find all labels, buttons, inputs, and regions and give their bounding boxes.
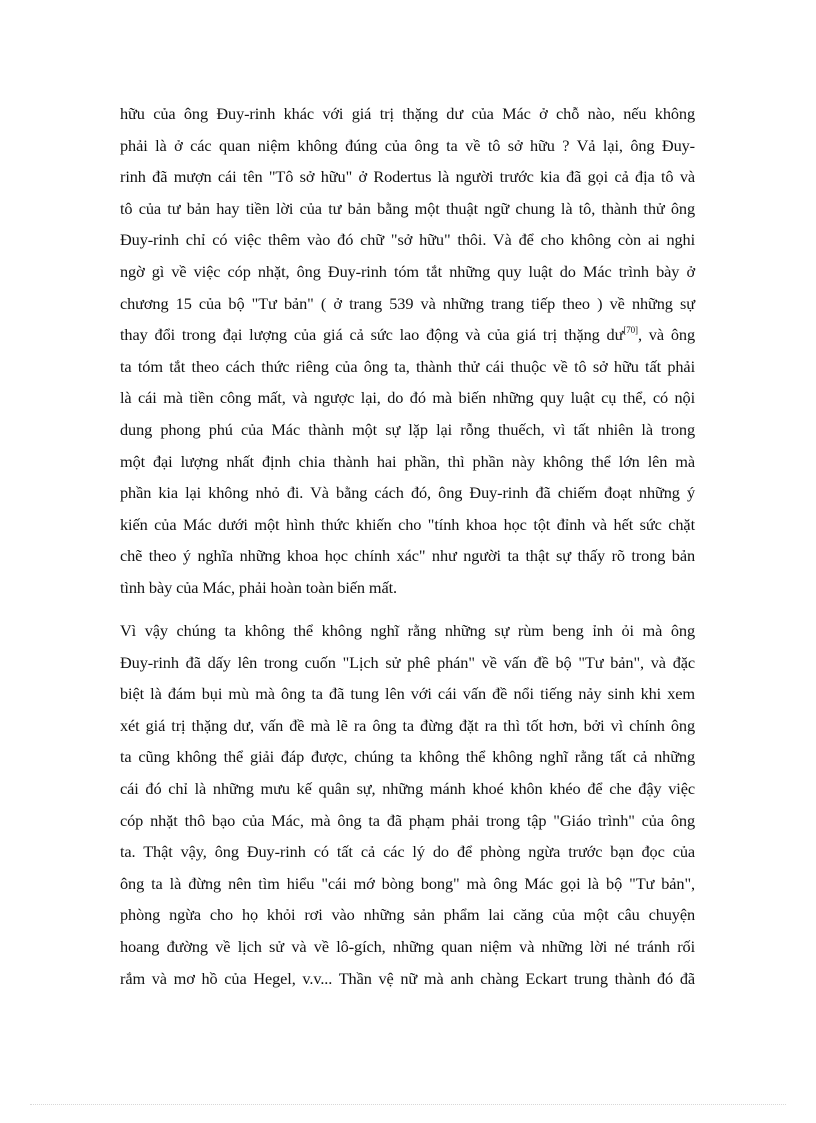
text-line: cóp nhặt thô bạo của Mác, mà ông ta đã phạm phải trong tập "Giáo trình" của ông	[120, 810, 695, 830]
text-line: phải là ở các quan niệm không đúng của ông ta về tô sở hữu ? Vả lại, ông Đuy-	[120, 135, 695, 155]
text-line: ta. Thật vậy, ông Đuy-rinh có tất cả các lý do để phòng ngừa trước bạn đọc của	[120, 842, 695, 862]
text-line: cái đó chỉ là những mưu kế quân sự, những mánh khoé khôn khéo để che đậy việc	[120, 778, 695, 798]
text-line: xét giá trị thặng dư, vấn đề mà lẽ ra ông ta đừng đặt ra thì tốt hơn, bởi vì chính ông	[120, 715, 695, 735]
text-line: ta tóm tắt theo cách thức riêng của ông ta, thành thử cái thuộc về tô sở hữu tất phải	[120, 356, 695, 376]
text-line: phòng ngừa cho họ khỏi rơi vào những sản phẩm lai căng của một câu chuyện	[120, 905, 695, 925]
text-line: Đuy-rinh đã dấy lên trong cuốn "Lịch sử phê phán" về vấn đề bộ "Tư bản", và đặc	[120, 652, 695, 672]
text-line: tình bày của Mác, phải hoàn toàn biến mất.	[120, 577, 398, 597]
text-line: ngờ gì về việc cóp nhặt, ông Đuy-rinh tóm tắt những quy luật do Mác trình bày ở	[120, 261, 695, 281]
text-line: hoang đường về lịch sử và về lô-gích, những quan niệm và những lời né tránh rối	[120, 936, 695, 956]
paragraph-2	[120, 615, 695, 994]
footnote-reference: [70]	[623, 325, 638, 336]
text-line: chẽ theo ý nghĩa những khoa học chính xác" như người ta thật sự thấy rõ trong bản	[120, 546, 695, 566]
text-line: Đuy-rinh chỉ có việc thêm vào đó chữ "sở hữu" thôi. Và để cho không còn ai nghi	[120, 230, 695, 250]
text-line: là cái mà tiền công mất, và ngược lại, do đó mà biến những quy luật cụ thể, có nội	[120, 388, 695, 408]
text-line: ta cũng không thể giải đáp được, chúng ta không thể không nghĩ rằng tất cả những	[120, 747, 695, 767]
text-line: hữu của ông Đuy-rinh khác với giá trị thặng dư của Mác ở chỗ nào, nếu không	[120, 104, 695, 123]
text-line: ông ta là đừng nên tìm hiểu "cái mớ bòng bong" mà ông Mác gọi là bộ "Tư bản",	[120, 873, 695, 893]
text-line: chương 15 của bộ "Tư bản" ( ở trang 539 và những trang tiếp theo ) về những sự	[120, 293, 695, 313]
text-line: rinh đã mượn cái tên "Tô sở hữu" ở Rodertus là người trước kia đã gọi cả địa tô và	[120, 167, 695, 187]
page-bottom-divider	[30, 1104, 786, 1105]
text-segment: , và ông	[637, 325, 695, 345]
text-line: tô của tư bản hay tiền lời của tư bản bằng một thuật ngữ chung là tô, thành thử ông	[120, 198, 695, 218]
text-line: rắm và mơ hồ của Hegel, v.v... Thần vệ nữ mà anh chàng Eckart trung thành đó đã	[120, 968, 695, 988]
text-segment: thay đổi trong đại lượng của giá cả sức lao động và của giá trị thặng dư	[120, 325, 624, 345]
text-line: kiến của Mác dưới một hình thức khiến cho "tính khoa học tột đỉnh và hết sức chặt	[120, 514, 695, 534]
text-line-with-footnote	[120, 319, 695, 351]
text-line: biệt là đám bụi mù mà ông ta đã tung lên với cái vấn đề nổi tiếng nảy sinh khi xem	[120, 684, 695, 704]
text-line: dung phong phú của Mác thành một sự lặp lại rỗng thuếch, vì tất nhiên là trong	[120, 419, 695, 439]
text-line: phần kia lại không nhỏ đi. Và bằng cách đó, ông Đuy-rinh đã chiếm đoạt những ý	[120, 483, 695, 503]
text-line: một đại lượng nhất định chia thành hai phần, thì phần này không thể lớn lên mà	[120, 451, 695, 471]
paragraph-1	[120, 98, 695, 604]
text-line: Vì vậy chúng ta không thể không nghĩ rằng những sự rùm beng ỉnh ỏi mà ông	[120, 621, 695, 640]
